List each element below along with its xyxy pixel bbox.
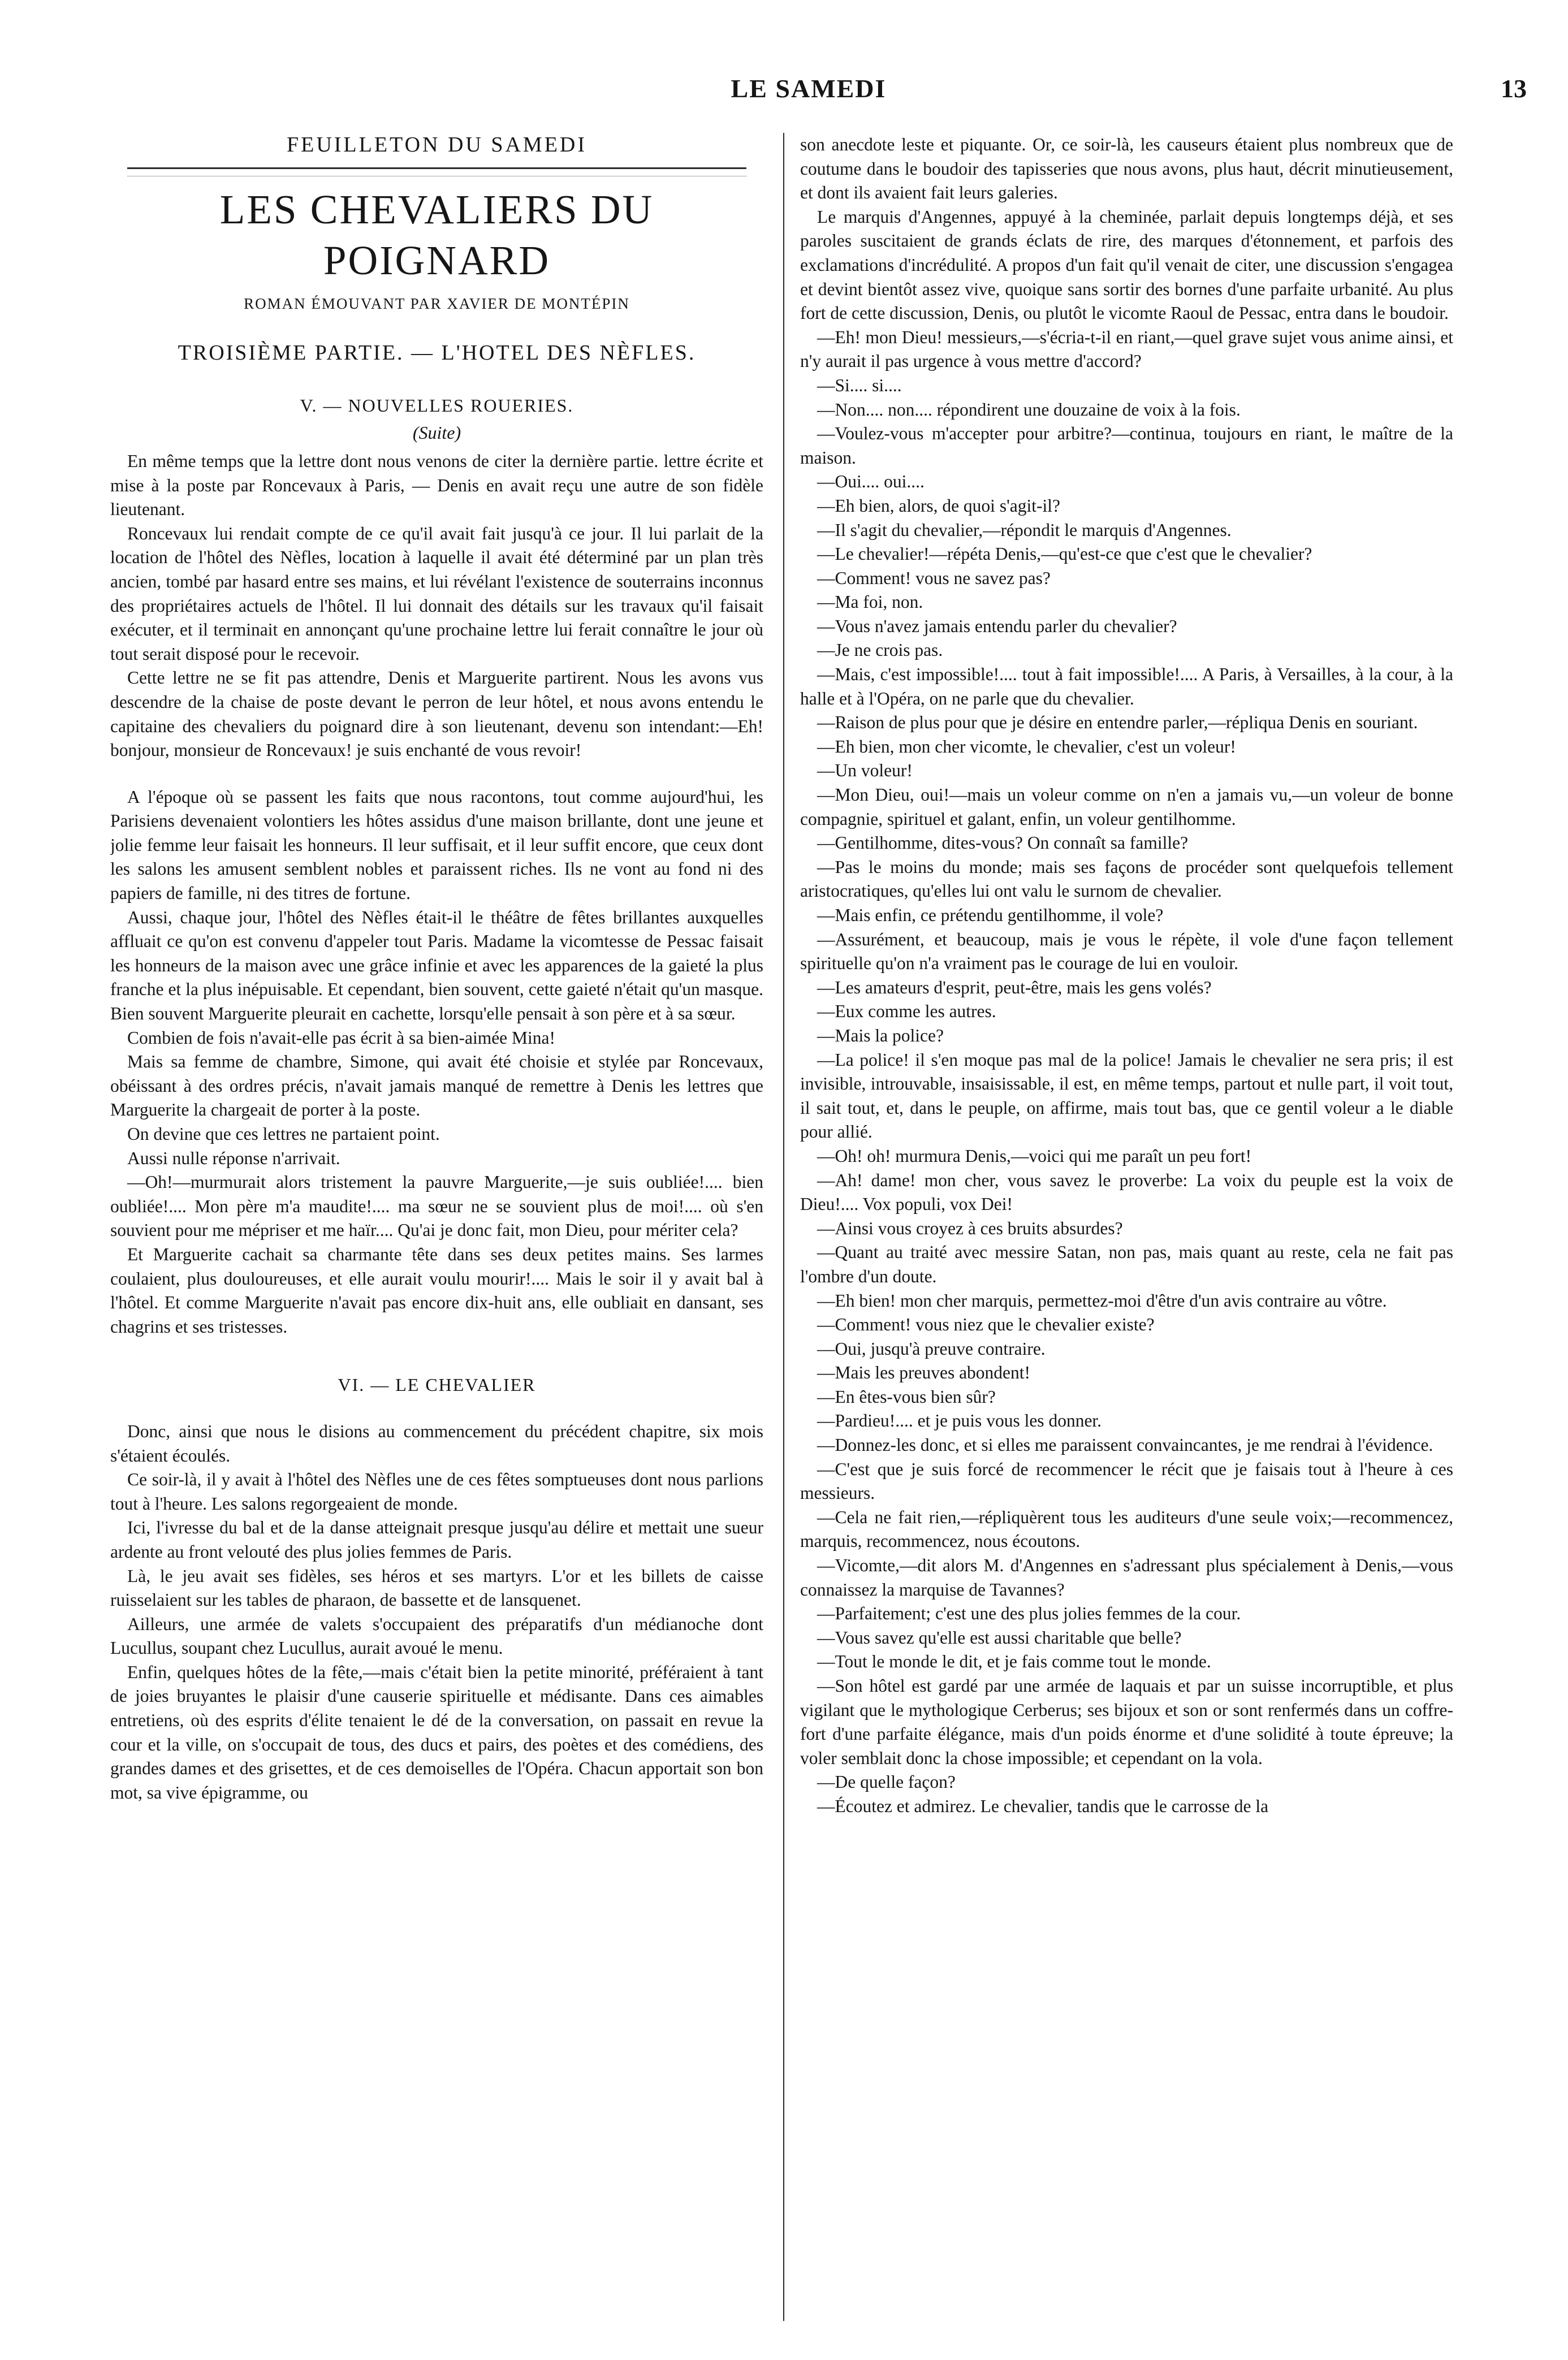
paragraph: Et Marguerite cachait sa charmante tête dans ses deux petites mains. Ses larmes coulaient, plus douloureuses, et elle aurait voulu mourir!.... Mais le soir il y avait bal à l'hôtel. Et comme Marguerite n'avait pas encore dix-huit ans, elle oubliait en dansant, ses chagrins et ses tristesses.	[110, 1244, 763, 1337]
paragraph: —Raison de plus pour que je désire en entendre parler,—répliqua Denis en souriant.	[817, 712, 1418, 733]
feuilleton-label: FEUILLETON DU SAMEDI	[286, 133, 588, 157]
novel-byline: ROMAN ÉMOUVANT PAR XAVIER DE MONTÉPIN	[244, 295, 630, 312]
paragraph: —Non.... non.... répondirent une douzaine de voix à la fois.	[817, 399, 1241, 420]
paragraph: —Vous n'avez jamais entendu parler du chevalier?	[817, 616, 1177, 636]
paragraph: —Mais la police?	[817, 1025, 944, 1045]
paragraph: —Oui, jusqu'à preuve contraire.	[817, 1338, 1046, 1359]
paragraph: —Eux comme les autres.	[817, 1001, 996, 1022]
paragraph: —Vous savez qu'elle est aussi charitable que belle?	[817, 1627, 1182, 1648]
novel-title: LES CHEVALIERS DU POIGNARD	[219, 186, 654, 283]
paragraph: —Si.... si....	[817, 375, 902, 395]
chapter-heading: V. — NOUVELLES ROUERIES.	[300, 395, 574, 416]
paragraph: —Ma foi, non.	[817, 592, 923, 612]
paragraph: —Tout le monde le dit, et je fais comme tout le monde.	[817, 1652, 1211, 1672]
paragraph: —Donnez-les donc, et si elles me paraissent convaincantes, je me rendrai à l'évidence.	[817, 1435, 1433, 1455]
paragraph: —Mais, c'est impossible!.... tout à fait impossible!.... A Paris, à Versailles, à la cour, à la halle et à l'Opéra, on ne parle que du chevalier.	[800, 664, 1453, 708]
paragraph: —Eh bien, mon cher vicomte, le chevalier, c'est un voleur!	[817, 736, 1236, 757]
paragraph: Donc, ainsi que nous le disions au commencement du précédent chapitre, six mois s'étaient écoulés.	[110, 1421, 763, 1466]
paragraph: —Vicomte,—dit alors M. d'Angennes en s'adressant plus spécialement à Denis,—vous connaissez la marquise de Tavannes?	[800, 1555, 1453, 1600]
paragraph: —Mon Dieu, oui!—mais un voleur comme on n'en a jamais vu,—un voleur de bonne compagnie, spirituel et galant, enfin, un voleur gentilhomme.	[800, 785, 1453, 829]
paragraph: A l'époque où se passent les faits que nous racontons, tout comme aujourd'hui, les Parisiens devenaient volontiers les hôtes assidus d'une maison brillante, dont une jeune et jolie femme leur faisait les honneurs. Il leur suffisait, et il leur suffit encore, que ceux dont les salons les amusent semblent nobles et paraissent riches. Ils ne vont au fond ni des papiers de famille, ni des titres de fortune.	[110, 786, 763, 904]
paragraph: —Les amateurs d'esprit, peut-être, mais les gens volés?	[817, 977, 1212, 997]
paragraph: —Voulez-vous m'accepter pour arbitre?—continua, toujours en riant, le maître de la maison.	[800, 423, 1453, 468]
paragraph: —Écoutez et admirez. Le chevalier, tandis que le carrosse de la	[817, 1796, 1269, 1816]
paragraph: —La police! il s'en moque pas mal de la police! Jamais le chevalier ne sera pris; il est invisible, introuvable, insaisissable, il est, en même temps, partout et nulle part, il voit tout, il sait tout, et, dans le peuple, on affirme, mais tout bas, que ce gentil voleur a le diable pour allié.	[800, 1049, 1453, 1142]
paragraph: —Eh bien, alors, de quoi s'agit-il?	[817, 495, 1060, 516]
paragraph: —Son hôtel est gardé par une armée de laquais et par un suisse incorruptible, et plus vigilant que le mythologique Cerberus; ses bijoux et son or sont renfermés dans un coffre-fort d'une parfaite élégance, mais d'un poids énorme et d'une solidité à toute épreuve; la voler semblait donc la chose impossible; et cependant on la vola.	[800, 1676, 1453, 1768]
paragraph: —Je ne crois pas.	[817, 640, 943, 660]
paragraph: —Pardieu!.... et je puis vous les donner.	[817, 1411, 1102, 1431]
column-divider	[783, 133, 784, 2321]
paragraph: Combien de fois n'avait-elle pas écrit à sa bien-aimée Mina!	[127, 1027, 556, 1048]
right-column	[800, 133, 1453, 2327]
paragraph: —Il s'agit du chevalier,—répondit le marquis d'Angennes.	[817, 520, 1232, 540]
paragraph: —C'est que je suis forcé de recommencer le récit que je faisais tout à l'heure à ces messieurs.	[800, 1459, 1453, 1503]
paragraph: —Ah! dame! mon cher, vous savez le proverbe: La voix du peuple est la voix de Dieu!.... Vox populi, vox Dei!	[800, 1170, 1453, 1214]
paragraph: Aussi, chaque jour, l'hôtel des Nèfles était-il le théâtre de fêtes brillantes auxquelles affluait ce qu'on est convenu d'appeler tout Paris. Madame la vicomtesse de Pessac faisait les honneurs de la maison avec une grâce infinie et avec les apparences de la gaieté la plus franche et la plus inépuisable. Et cependant, bien souvent, cette gaieté n'était qu'un masque. Bien souvent Marguerite pleurait en cachette, lorsqu'elle pensait à son père et à sa sœur.	[110, 907, 763, 1024]
running-title: LE SAMEDI	[731, 74, 887, 103]
paragraph: —En êtes-vous bien sûr?	[817, 1386, 996, 1407]
left-column	[110, 133, 763, 2327]
paragraph: Là, le jeu avait ses fidèles, ses héros et ses martyrs. L'or et les billets de caisse ruisselaient sur les tables de pharaon, de bassette et de lansquenet.	[110, 1566, 763, 1610]
paragraph: Aussi nulle réponse n'arrivait.	[127, 1148, 340, 1168]
paragraph: —Eh! mon Dieu! messieurs,—s'écria-t-il en riant,—quel grave sujet vous anime ainsi, et n'y aurait il pas urgence à vous mettre d'accord?	[800, 327, 1453, 371]
paragraph: —Assurément, et beaucoup, mais je vous le répète, il vole d'une façon tellement spirituelle qu'on n'a vraiment pas le courage de lui en vouloir.	[800, 929, 1453, 974]
paragraph: —Mais enfin, ce prétendu gentilhomme, il vole?	[817, 905, 1164, 925]
paragraph: Mais sa femme de chambre, Simone, qui avait été choisie et stylée par Roncevaux, obéissant à des ordres précis, n'avait jamais manqué de remettre à Denis les lettres que Marguerite la chargeait de porter à la poste.	[110, 1052, 763, 1120]
title-rule-top	[127, 167, 746, 169]
paragraph: Le marquis d'Angennes, appuyé à la cheminée, parlait depuis longtemps déjà, et ses paroles suscitaient de grands éclats de rire, des marques d'étonnement, et parfois des exclamations d'incrédulité. A propos d'un fait qu'il venait de citer, une discussion s'engagea et devint bientôt assez vive, quoique sans sortir des bornes d'une parfaite urbanité. Au plus fort de cette discussion, Denis, ou plutôt le vicomte Raoul de Pessac, entra dans le boudoir.	[800, 206, 1453, 323]
page-number: 13	[1501, 74, 1527, 103]
paragraph: —De quelle façon?	[817, 1772, 956, 1792]
paragraph: —Comment! vous niez que le chevalier existe?	[817, 1315, 1155, 1335]
paragraph: Ici, l'ivresse du bal et de la danse atteignait presque jusqu'au délire et mettait une sueur ardente au front velouté des plus jolies femmes de Paris.	[110, 1518, 763, 1562]
paragraph: —Parfaitement; c'est une des plus jolies femmes de la cour.	[817, 1603, 1241, 1624]
paragraph: Roncevaux lui rendait compte de ce qu'il avait fait jusqu'à ce jour. Il lui parlait de la location de l'hôtel des Nèfles, location à laquelle il avait été déterminé par un plan très ancien, tombé par hasard entre ses mains, et lui révélant l'existence de souterrains inconnus des propriétaires actuels de l'hôtel. Il lui donnait des détails sur les travaux qu'il faisait exécuter, et il terminait en annonçant qu'une prochaine lettre lui ferait connaître le jour où tout serait disposé pour le recevoir.	[110, 523, 763, 664]
chapter-heading: VI. — LE CHEVALIER	[338, 1374, 536, 1395]
paragraph: —Oh! oh! murmura Denis,—voici qui me paraît un peu fort!	[817, 1146, 1252, 1166]
chapter-suite-note: (Suite)	[412, 422, 461, 443]
paragraph: Cette lettre ne se fit pas attendre, Denis et Marguerite partirent. Nous les avons vus descendre de la chaise de poste devant le perron de leur hôtel, et nous avons entendu le capitaine des chevaliers du poignard dire à son lieutenant, devenu son intendant:—Eh! bonjour, monsieur de Roncevaux! je suis enchanté de vous revoir!	[110, 668, 763, 760]
paragraph: —Mais les preuves abondent!	[817, 1363, 1031, 1383]
paragraph: Ce soir-là, il y avait à l'hôtel des Nèfles une de ces fêtes somptueuses dont nous parlions tout à l'heure. Les salons regorgeaient de monde.	[110, 1469, 763, 1514]
paragraph: —Le chevalier!—répéta Denis,—qu'est-ce que c'est que le chevalier?	[817, 544, 1312, 564]
paragraph: —Oui.... oui....	[817, 472, 925, 492]
paragraph: En même temps que la lettre dont nous venons de citer la dernière partie. lettre écrite et mise à la poste par Roncevaux à Paris, — Denis en avait reçu une autre de son fidèle lieutenant.	[110, 451, 763, 520]
part-title: TROISIÈME PARTIE. — L'HOTEL DES NÈFLES.	[178, 341, 696, 365]
page-header	[90, 74, 1527, 107]
paragraph: —Pas le moins du monde; mais ses façons de procéder sont quelquefois tellement aristocratiques, qu'elles lui ont valu le surnom de chevalier.	[800, 857, 1453, 901]
paragraph: —Quant au traité avec messire Satan, non pas, mais quant au reste, cela ne fait pas l'ombre d'un doute.	[800, 1242, 1453, 1286]
paragraph: Ailleurs, une armée de valets s'occupaient des préparatifs d'un médianoche dont Lucullus, soupant chez Lucullus, aurait avoué le menu.	[110, 1614, 763, 1658]
paragraph: —Cela ne fait rien,—répliquèrent tous les auditeurs d'une seule voix;—recommencez, marquis, recommencez, nous écoutons.	[800, 1507, 1453, 1551]
paragraph: —Oh!—murmurait alors tristement la pauvre Marguerite,—je suis oubliée!.... bien oubliée!.... Mon père m'a maudite!.... ma sœur ne se souvient plus de moi!.... où s'en souvient pour me mépriser et me haïr.... Qu'ai je donc fait, mon Dieu, pour mériter cela?	[110, 1172, 763, 1240]
paragraph: —Un voleur!	[817, 760, 913, 781]
paragraph: —Comment! vous ne savez pas?	[817, 568, 1051, 588]
paragraph: On devine que ces lettres ne partaient point.	[127, 1124, 440, 1144]
paragraph: Enfin, quelques hôtes de la fête,—mais c'était bien la petite minorité, préféraient à tant de joies bruyantes le plaisir d'une causerie spirituelle et médisante. Dans ces aimables entretiens, où des esprits d'élite tenaient le dé de la conversation, on passait en revue la cour et la ville, on s'occupait de tous, des ducs et pairs, des poètes et des comédiens, des grandes dames et des grisettes, et de ces demoiselles de l'Opéra. Chacun apportait son bon mot, sa vive épigramme, ou	[110, 1662, 763, 1803]
paragraph: —Eh bien! mon cher marquis, permettez-moi d'être d'un avis contraire au vôtre.	[817, 1290, 1387, 1311]
paragraph: son anecdote leste et piquante. Or, ce soir-là, les causeurs étaient plus nombreux que de coutume dans le boudoir des tapisseries que nous avons, plus haut, décrit minutieusement, et dont ils avaient fait leurs galeries.	[800, 135, 1453, 203]
paragraph: —Gentilhomme, dites-vous? On connaît sa famille?	[817, 833, 1189, 853]
paragraph: —Ainsi vous croyez à ces bruits absurdes?	[817, 1218, 1123, 1238]
